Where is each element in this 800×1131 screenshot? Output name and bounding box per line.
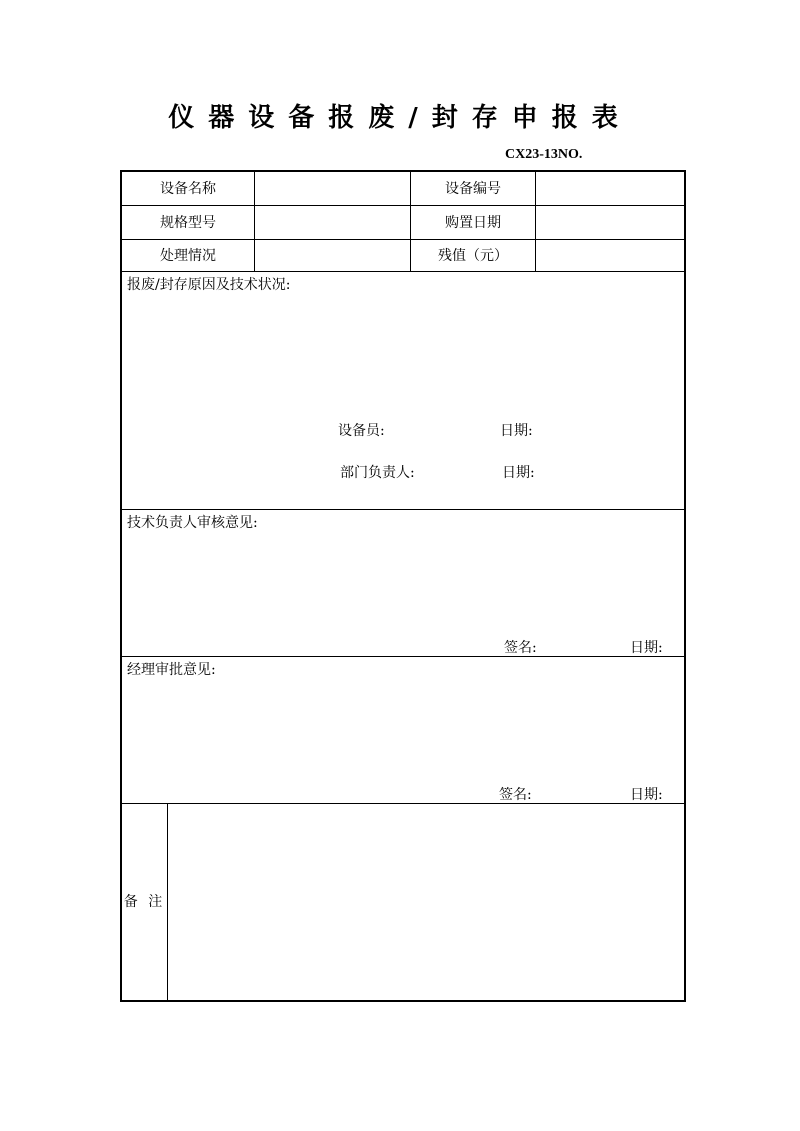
dept-head-label: 部门负责人: bbox=[340, 465, 415, 481]
purchase-date-label: 购置日期 bbox=[445, 214, 501, 231]
manager-date-label: 日期: bbox=[630, 787, 663, 803]
equipment-number-field[interactable] bbox=[536, 172, 684, 205]
officer-date-label: 日期: bbox=[500, 423, 533, 439]
reason-section-label: 报废/封存原因及技术状况: bbox=[127, 277, 291, 293]
equipment-officer-label: 设备员: bbox=[338, 423, 385, 439]
spec-model-label: 规格型号 bbox=[160, 214, 216, 231]
tech-review-label: 技术负责人审核意见: bbox=[127, 515, 258, 531]
handling-label: 处理情况 bbox=[160, 247, 216, 264]
manager-signature-label: 签名: bbox=[499, 787, 532, 803]
tech-signature-label: 签名: bbox=[504, 640, 537, 656]
purchase-date-field[interactable] bbox=[536, 206, 684, 239]
dept-head-date-label: 日期: bbox=[502, 465, 535, 481]
handling-field[interactable] bbox=[255, 240, 410, 271]
remarks-label: 备 注 bbox=[123, 894, 166, 910]
tech-date-label: 日期: bbox=[630, 640, 663, 656]
section-divider bbox=[122, 656, 684, 657]
residual-value-field[interactable] bbox=[536, 240, 684, 271]
page-title: 仪器设备报废/封存申报表 bbox=[168, 103, 632, 133]
equipment-number-label: 设备编号 bbox=[445, 180, 501, 197]
equipment-name-label: 设备名称 bbox=[160, 180, 216, 197]
spec-model-field[interactable] bbox=[255, 206, 410, 239]
section-divider bbox=[122, 509, 684, 510]
remarks-field[interactable] bbox=[168, 804, 684, 1000]
residual-value-label: 残值（元） bbox=[438, 247, 508, 264]
application-form bbox=[120, 170, 686, 1002]
row-divider bbox=[122, 271, 684, 272]
equipment-name-field[interactable] bbox=[255, 172, 410, 205]
document-number: CX23-13NO. bbox=[505, 147, 583, 162]
manager-approval-label: 经理审批意见: bbox=[127, 662, 216, 678]
